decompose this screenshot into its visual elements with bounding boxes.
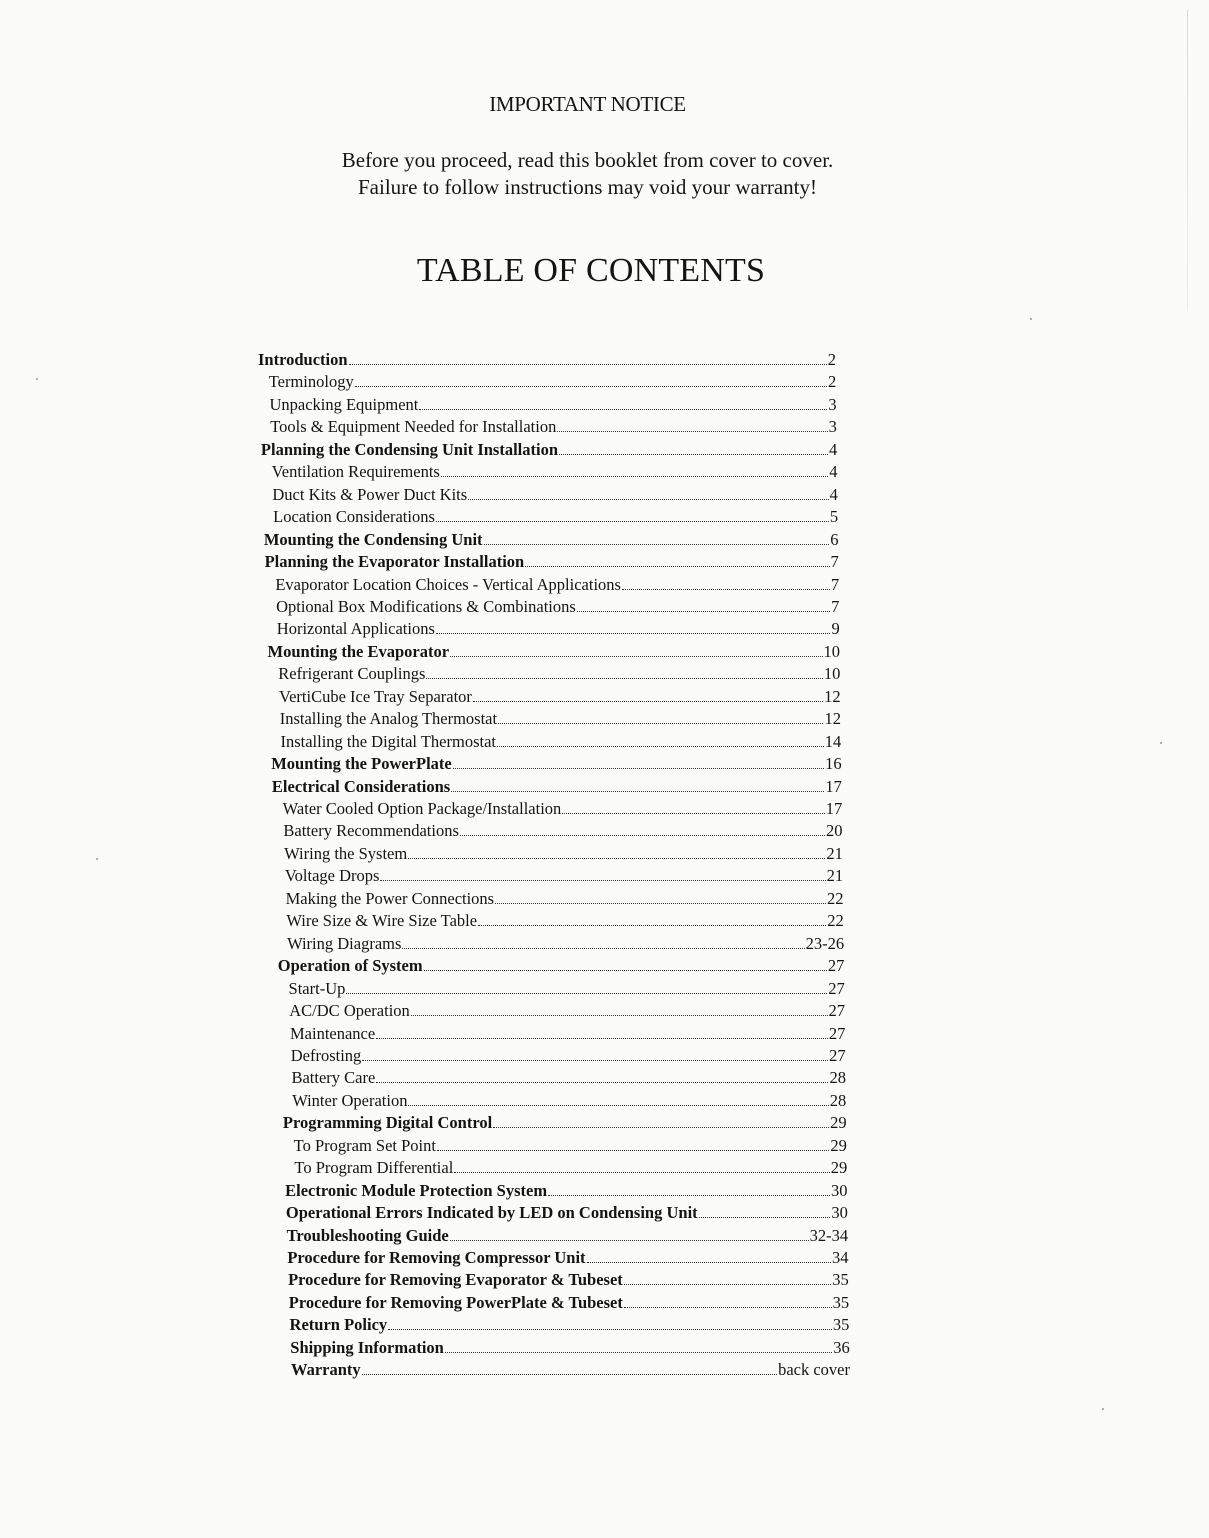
toc-leader-dots xyxy=(559,439,828,455)
toc-entry-page: 5 xyxy=(829,507,839,527)
toc-entry-page: 2 xyxy=(827,350,836,369)
toc-leader-dots xyxy=(624,1269,831,1285)
toc-entry xyxy=(285,865,843,887)
toc-entry-page: 35 xyxy=(832,1315,850,1335)
toc-entry-label: Warranty xyxy=(291,1360,361,1380)
toc-leader-dots xyxy=(419,394,827,410)
toc-entry xyxy=(258,349,836,371)
toc-entry-label: Mounting the Condensing Unit xyxy=(263,529,483,549)
toc-leader-dots xyxy=(454,1157,829,1173)
toc-entry-label: Wiring Diagrams xyxy=(287,933,402,953)
toc-entry-label: Return Policy xyxy=(289,1315,388,1335)
toc-leader-dots xyxy=(699,1202,831,1218)
toc-entry xyxy=(289,1000,845,1022)
toc-entry-page: 28 xyxy=(829,1068,846,1088)
toc-entry xyxy=(277,618,840,640)
toc-entry-label: Planning the Condensing Unit Installation xyxy=(260,439,559,459)
toc-entry-label: Battery Care xyxy=(291,1068,376,1088)
toc-entry xyxy=(291,1359,850,1381)
toc-entry-label: Refrigerant Couplings xyxy=(278,664,426,684)
toc-entry xyxy=(270,416,837,438)
toc-entry xyxy=(286,910,843,932)
toc-leader-dots xyxy=(426,663,822,679)
toc-entry-label: Operational Errors Indicated by LED on Condensing Unit xyxy=(285,1203,698,1223)
toc-entry-label: Operation of System xyxy=(277,956,423,976)
toc-entry-page: 34 xyxy=(831,1248,849,1267)
toc-leader-dots xyxy=(445,1337,832,1353)
toc-entry xyxy=(268,641,841,663)
toc-entry-page: 35 xyxy=(832,1292,850,1312)
toc-entry xyxy=(272,461,838,483)
toc-entry xyxy=(291,1067,845,1089)
toc-entry xyxy=(272,484,837,506)
toc-entry-page: 21 xyxy=(826,866,844,886)
toc-entry-label: Making the Power Connections xyxy=(285,888,495,908)
toc-entry-page: 9 xyxy=(831,619,840,639)
toc-entry-page: 12 xyxy=(824,686,841,706)
toc-leader-dots xyxy=(349,349,827,365)
toc-entry xyxy=(283,798,843,820)
toc-entry-label: Ventilation Requirements xyxy=(271,462,440,482)
toc-entry xyxy=(287,1247,848,1269)
toc-entry-label: Unpacking Equipment xyxy=(269,394,419,414)
toc-entry-page: 29 xyxy=(830,1158,848,1178)
toc-entry-page: 36 xyxy=(833,1337,850,1357)
toc-entry-page: 7 xyxy=(831,596,840,616)
toc-entry-page: 22 xyxy=(827,911,844,931)
toc-entry xyxy=(269,394,836,416)
toc-entry-label: Procedure for Removing PowerPlate & Tubeset xyxy=(288,1292,623,1312)
toc-entry-page: 3 xyxy=(828,417,837,437)
toc-entry-label: Electrical Considerations xyxy=(271,776,451,796)
toc-entry-label: Terminology xyxy=(268,372,354,392)
toc-entry xyxy=(273,506,838,528)
toc-leader-dots xyxy=(402,933,804,949)
toc-entry-label: Winter Operation xyxy=(292,1090,408,1110)
toc-leader-dots xyxy=(473,686,823,702)
toc-entry-page: 23-26 xyxy=(805,933,845,953)
scan-speck xyxy=(1030,318,1032,320)
toc-entry-page: 35 xyxy=(832,1270,849,1290)
toc-entry-page: 29 xyxy=(830,1135,847,1155)
toc-entry-page: 12 xyxy=(824,709,841,729)
toc-leader-dots xyxy=(380,865,825,881)
toc-entry-page: 7 xyxy=(830,574,840,594)
toc-entry xyxy=(265,551,839,573)
toc-entry-page: 30 xyxy=(831,1180,848,1200)
toc-leader-dots xyxy=(450,641,823,657)
toc-entry-label: Electronic Module Protection System xyxy=(285,1180,548,1200)
toc-entry-label: Procedure for Removing Compressor Unit xyxy=(287,1248,586,1267)
toc-entry xyxy=(272,776,842,798)
toc-entry-label: Evaporator Location Choices - Vertical Applications xyxy=(275,574,621,594)
toc-leader-dots xyxy=(577,596,830,612)
toc-entry-page: 21 xyxy=(826,843,843,863)
toc-entry xyxy=(280,708,841,730)
toc-leader-dots xyxy=(436,506,829,522)
toc-entry xyxy=(283,1112,847,1134)
toc-leader-dots xyxy=(362,1045,828,1061)
toc-leader-dots xyxy=(468,484,828,500)
toc-entry-page: 27 xyxy=(828,978,845,998)
toc-entry-page: 28 xyxy=(829,1090,847,1110)
toc-leader-dots xyxy=(484,529,830,545)
toc-entry xyxy=(287,1225,849,1247)
toc-entry-page: 27 xyxy=(828,1001,846,1021)
toc-entry-label: Wire Size & Wire Size Table xyxy=(286,911,478,931)
toc-leader-dots xyxy=(525,551,829,567)
notice-heading: IMPORTANT NOTICE xyxy=(489,92,686,116)
toc-leader-dots xyxy=(498,708,823,724)
toc-entry xyxy=(275,574,839,596)
toc-entry-page: 10 xyxy=(823,664,841,684)
toc-entry-page: 16 xyxy=(825,754,842,774)
toc-title: TABLE OF CONTENTS xyxy=(416,252,766,289)
toc-entry-label: Programming Digital Control xyxy=(282,1113,493,1133)
toc-leader-dots xyxy=(451,776,824,792)
toc-entry-page: 27 xyxy=(828,1023,846,1043)
toc-entry-label: Planning the Evaporator Installation xyxy=(264,552,525,572)
toc-entry-label: Installing the Analog Thermostat xyxy=(279,709,498,729)
toc-entry-page: back cover xyxy=(778,1360,850,1380)
toc-entry-page: 10 xyxy=(823,641,841,661)
toc-entry xyxy=(285,1180,847,1202)
toc-entry xyxy=(292,1090,846,1112)
toc-leader-dots xyxy=(478,910,826,926)
toc-entry-label: Tools & Equipment Needed for Installation xyxy=(270,417,557,437)
toc-entry-page: 14 xyxy=(824,731,842,751)
toc-leader-dots xyxy=(388,1314,832,1330)
toc-leader-dots xyxy=(562,798,824,814)
toc-leader-dots xyxy=(622,574,830,590)
toc-entry-label: To Program Set Point xyxy=(293,1135,436,1155)
toc-leader-dots xyxy=(436,618,831,634)
toc-entry-label: Location Considerations xyxy=(273,507,435,527)
toc-entry-page: 4 xyxy=(828,439,838,459)
toc-entry xyxy=(286,1202,848,1224)
toc-leader-dots xyxy=(548,1180,830,1196)
toc-entry-label: Introduction xyxy=(258,350,348,369)
toc-entry xyxy=(290,1023,845,1045)
scan-edge-line xyxy=(1187,10,1188,310)
toc-entry-page: 27 xyxy=(827,956,845,976)
toc-leader-dots xyxy=(495,888,826,904)
toc-entry-label: Duct Kits & Power Duct Kits xyxy=(272,484,468,504)
toc-entry-label: Optional Box Modifications & Combinations xyxy=(276,596,576,616)
toc-leader-dots xyxy=(408,843,825,859)
notice-line-2: Failure to follow instructions may void your warranty! xyxy=(358,175,817,199)
toc-leader-dots xyxy=(460,820,825,836)
toc-entry xyxy=(261,439,837,461)
toc-entry-page: 17 xyxy=(825,799,843,818)
toc-entry-page: 22 xyxy=(826,888,844,908)
toc-leader-dots xyxy=(346,978,827,994)
toc-entry-label: Installing the Digital Thermostat xyxy=(280,731,496,751)
toc-leader-dots xyxy=(408,1090,828,1106)
toc-leader-dots xyxy=(441,461,828,477)
toc-entry xyxy=(269,371,837,393)
toc-entry-page: 17 xyxy=(825,776,842,796)
toc-entry xyxy=(294,1135,847,1157)
toc-entry xyxy=(289,1292,849,1314)
toc-entry xyxy=(271,753,841,775)
toc-leader-dots xyxy=(424,955,827,971)
toc-leader-dots xyxy=(411,1000,828,1016)
toc-entry-label: AC/DC Operation xyxy=(289,1001,410,1021)
toc-entry-label: Voltage Drops xyxy=(284,866,380,886)
toc-leader-dots xyxy=(450,1225,809,1241)
toc-leader-dots xyxy=(624,1292,832,1308)
toc-entry-page: 3 xyxy=(828,394,837,414)
toc-entry xyxy=(284,843,843,865)
toc-entry xyxy=(294,1157,847,1179)
toc-entry-page: 4 xyxy=(829,484,838,504)
toc-entry xyxy=(276,596,839,618)
toc-entry-label: Water Cooled Option Package/Installation xyxy=(282,799,562,818)
toc-entry-page: 20 xyxy=(826,821,843,841)
toc-entry xyxy=(290,1314,850,1336)
toc-leader-dots xyxy=(497,731,824,747)
toc-entry-label: Horizontal Applications xyxy=(276,619,435,639)
toc-entry-label: Procedure for Removing Evaporator & Tubeset xyxy=(288,1270,623,1290)
toc-entry-label: Shipping Information xyxy=(290,1337,444,1357)
toc-entry xyxy=(289,978,845,1000)
toc-entry xyxy=(278,955,845,977)
toc-entry-label: Maintenance xyxy=(290,1023,376,1043)
toc-entry-page: 29 xyxy=(830,1113,847,1133)
toc-entry xyxy=(286,888,844,910)
toc-leader-dots xyxy=(437,1135,829,1151)
toc-leader-dots xyxy=(362,1359,777,1375)
toc-entry-page: 4 xyxy=(829,462,838,482)
toc-leader-dots xyxy=(376,1023,828,1039)
toc-leader-dots xyxy=(376,1067,828,1083)
toc-entry-page: 32-34 xyxy=(809,1225,849,1245)
toc-leader-dots xyxy=(493,1112,829,1128)
toc-entry xyxy=(288,1269,849,1291)
toc-entry xyxy=(290,1337,849,1359)
scan-speck xyxy=(1102,1408,1104,1410)
scan-speck xyxy=(96,858,98,860)
toc-entry-label: To Program Differential xyxy=(294,1158,454,1178)
toc-entry xyxy=(278,663,840,685)
toc-entry-page: 7 xyxy=(830,552,839,572)
toc-entry xyxy=(287,933,844,955)
toc-entry-page: 6 xyxy=(830,529,839,549)
toc-entry xyxy=(280,731,841,753)
toc-entry-label: Defrosting xyxy=(290,1045,362,1065)
toc-entry-page: 2 xyxy=(828,372,837,392)
toc-leader-dots xyxy=(453,753,824,769)
toc-entry xyxy=(279,686,841,708)
toc-entry-page: 27 xyxy=(829,1045,846,1065)
toc-entry-label: Wiring the System xyxy=(284,843,408,863)
scan-speck xyxy=(36,378,38,380)
scan-speck xyxy=(1160,742,1162,744)
toc-entry xyxy=(291,1045,846,1067)
toc-entry-label: VertiCube Ice Tray Separator xyxy=(279,686,472,706)
toc-entry xyxy=(283,820,842,842)
toc-leader-dots xyxy=(355,371,827,387)
toc-entry-label: Mounting the Evaporator xyxy=(267,641,450,661)
toc-entry-label: Troubleshooting Guide xyxy=(286,1225,449,1245)
toc-leader-dots xyxy=(587,1247,831,1263)
toc-entry-label: Mounting the PowerPlate xyxy=(271,754,452,774)
toc-leader-dots xyxy=(557,416,827,432)
toc-entry-page: 30 xyxy=(831,1203,848,1223)
toc-entry-label: Start-Up xyxy=(288,978,346,998)
toc-entry xyxy=(264,529,839,551)
notice-line-1: Before you proceed, read this booklet from cover to cover. xyxy=(341,148,834,172)
toc-entry-label: Battery Recommendations xyxy=(283,821,459,841)
